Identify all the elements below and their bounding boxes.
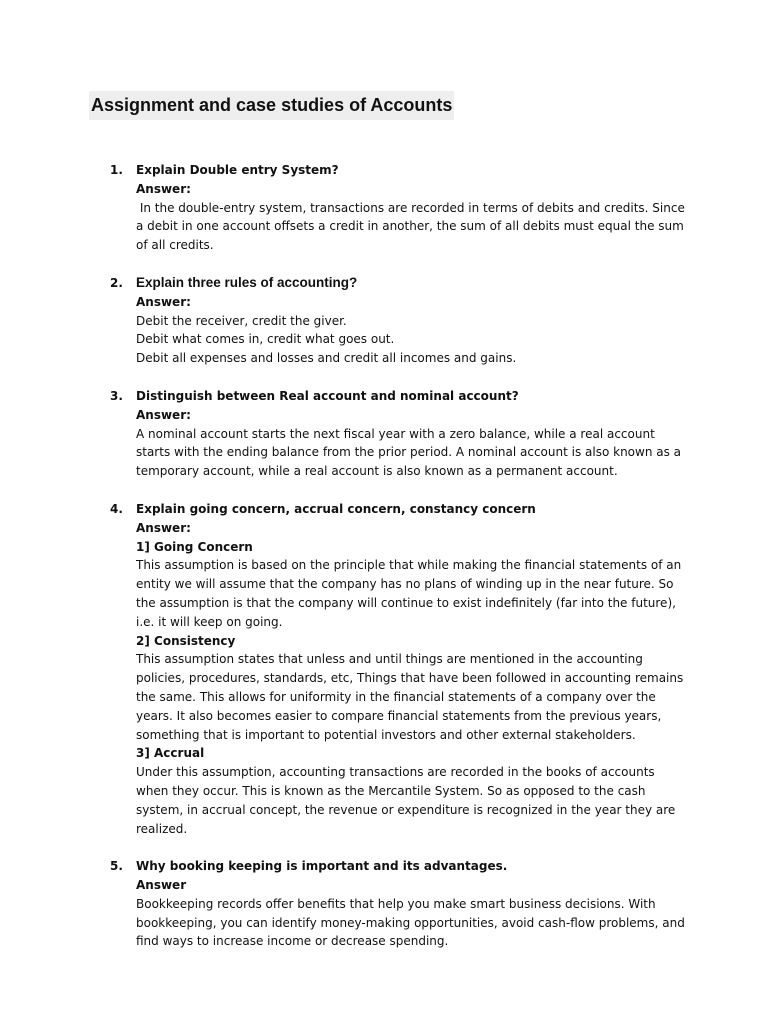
answer-line: Debit the receiver, credit the giver. [136,313,347,328]
answer-text: Bookkeeping records offer benefits that help you make smart business decisions. With bookkeeping, you can identify money-making opportunities, avoid cash-flow problems, and find ways to increase income or decrease spending. [136,896,685,949]
question-text: Explain three rules of accounting? [136,274,358,290]
answer-text: In the double-entry system, transactions are recorded in terms of debits and credits. Since a debit in one account offsets a credit in another, the sum of all debits must equal the sum of all credits. [136,200,689,253]
question-text: Explain Double entry System? [136,163,339,177]
section-text-consistency: This assumption states that unless and until things are mentioned in the accounting policies, procedures, standards, etc, Things that have been followed in accounting remains the same. This allows for uniformity in the financial statements of a company over the years. It also becomes easier to compare financial statements from the previous years, something that is important to potential investors and other external stakeholders. [136,652,684,742]
question-number: 4. [110,501,123,516]
answer-line: Debit all expenses and losses and credit all incomes and gains. [136,351,517,366]
question-text: Why booking keeping is important and its advantages. [136,859,508,874]
question-item-3 [110,387,690,481]
section-heading-accrual: 3] Accrual [136,746,205,761]
answer-label: Answer: [136,294,191,309]
answer-label: Answer: [136,181,191,196]
question-item-2 [110,274,690,368]
answer-line: Debit what comes in, credit what goes out. [136,332,395,347]
question-number: 1. [110,163,123,177]
answer-label: Answer [136,878,187,893]
answer-label: Answer: [136,407,191,422]
answer-label: Answer: [136,520,191,535]
section-text-accrual: Under this assumption, accounting transactions are recorded in the books of accounts when they occur. This is known as the Mercantile System. So as opposed to the cash system, in accrual concept, the revenue or expenditure is recognized in the year they are realized. [136,765,676,836]
question-number: 5. [110,859,123,874]
question-item-4 [110,500,690,838]
question-text: Explain going concern, accrual concern, constancy concern [136,501,536,516]
section-text-going-concern: This assumption is based on the principle that while making the financial statements of an entity we will assume that the company has no plans of winding up in the near future. So the assumption is that the company will continue to exist indefinitely (far into the future), i.e. it will keep on going. [136,558,682,629]
question-text: Distinguish between Real account and nominal account? [136,388,519,403]
section-heading-going-concern: 1] Going Concern [136,539,253,554]
question-item-1 [110,161,690,255]
question-number: 2. [110,275,123,290]
section-heading-consistency: 2] Consistency [136,633,236,648]
question-list [110,161,690,970]
answer-text: A nominal account starts the next fiscal year with a zero balance, while a real account starts with the ending balance from the prior period. A nominal account is also known as a temporary account, while a real account is also known as a permanent account. [136,426,682,479]
question-number: 3. [110,388,123,403]
document-title: Assignment and case studies of Accounts [89,91,454,120]
question-item-5 [110,857,690,951]
